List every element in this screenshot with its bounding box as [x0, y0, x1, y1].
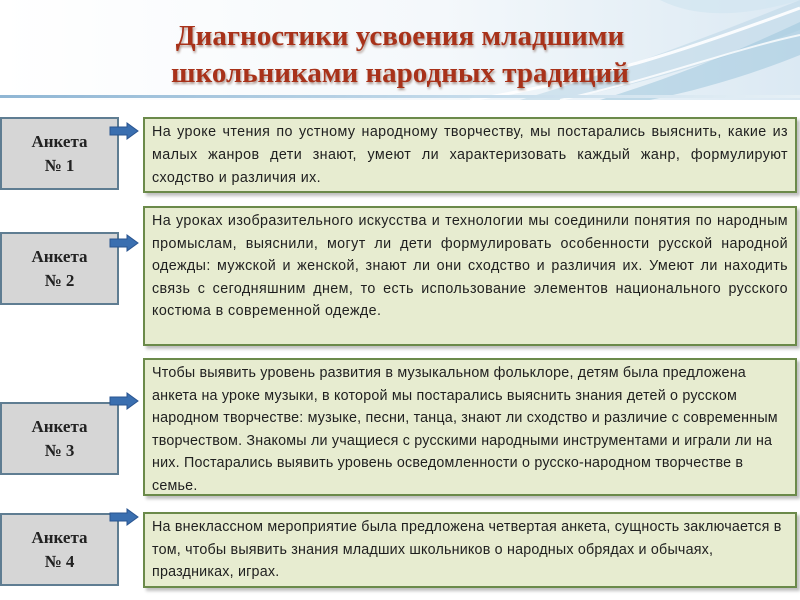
survey-description-3: Чтобы выявить уровень развития в музыкальном фольклоре, детям была предложена анкета на уроке музыки, в которой мы постарались выяснить знания детей о русском народном творчестве: музыке, песни, танца, знают ли сходство и различие с современным творчеством. Знакомы ли учащиеся с русскими народными инструментами и играли ли на них. Постарались выявить уровень осведомленности о русско-народном творчестве в семье.: [143, 358, 797, 496]
title-divider: [0, 95, 800, 98]
survey-label-3: [0, 402, 119, 475]
right-arrow-icon: [109, 122, 139, 140]
survey-label-4: [0, 513, 119, 586]
survey-description-1: На уроке чтения по устному народному творчеству, мы постарались выяснить, какие из малых жанров дети знают, умеют ли характеризовать каждый жанр, формулируют сходство и различия их.: [143, 117, 797, 193]
right-arrow-icon: [109, 392, 139, 410]
survey-label-1: [0, 117, 119, 190]
right-arrow-icon: [109, 508, 139, 526]
title-line-1: Диагностики усвоения младшими: [175, 20, 625, 52]
survey-label-word: Анкета: [31, 416, 88, 436]
survey-label-2: [0, 232, 119, 305]
page-title: [0, 18, 800, 92]
survey-label-number: № 4: [44, 551, 75, 571]
survey-label-number: № 2: [44, 270, 75, 290]
title-line-2: школьниками народных традиций: [171, 57, 629, 89]
survey-label-word: Анкета: [31, 131, 88, 151]
survey-label-word: Анкета: [31, 527, 88, 547]
survey-label-number: № 1: [44, 155, 75, 175]
survey-description-4: На внеклассном мероприятие была предложена четвертая анкета, сущность заключается в том, чтобы выявить знания младших школьников о народных обрядах и обычаях, праздниках, играх.: [143, 512, 797, 588]
survey-label-word: Анкета: [31, 246, 88, 266]
right-arrow-icon: [109, 234, 139, 252]
survey-description-2: На уроках изобразительного искусства и технологии мы соединили понятия по народным промыслам, выяснили, могут ли дети формулировать особенности русской народной одежды: мужской и женской, знают ли они сходство и различия их. Умеют ли находить связь с сегодняшним днем, то есть использование элементов национального русского костюма в современной одежде.: [143, 206, 797, 346]
survey-label-number: № 3: [44, 440, 75, 460]
